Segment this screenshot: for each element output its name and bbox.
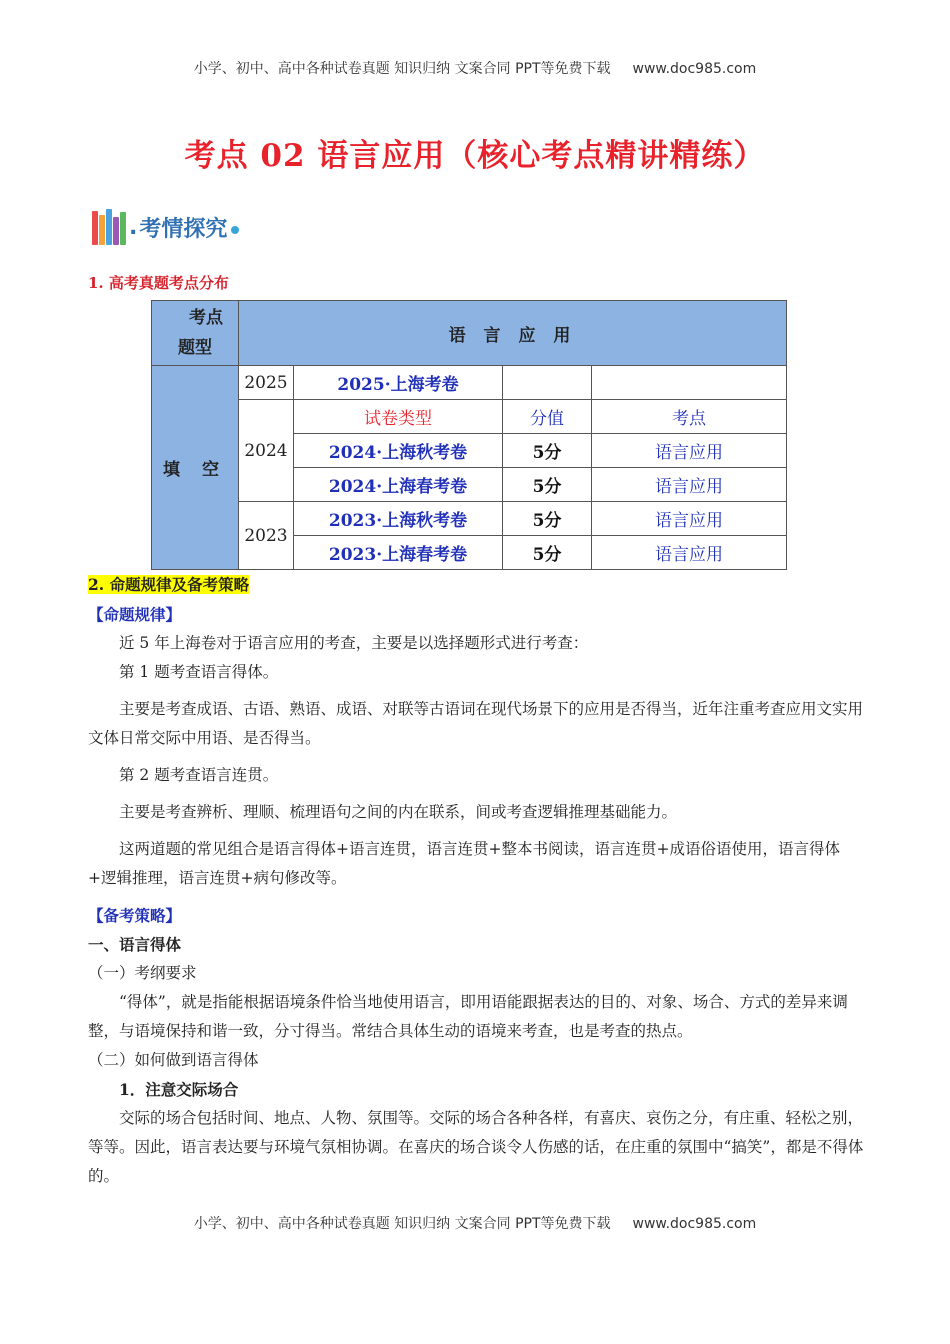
col-header-point: 考点 [592, 400, 787, 434]
score-cell: 5分 [503, 502, 592, 536]
paper-cell: 2023·上海秋考卷 [294, 502, 503, 536]
score-cell: 5分 [503, 434, 592, 468]
year-cell: 2025 [239, 366, 294, 400]
heading-1: 一、语言得体 [88, 935, 182, 954]
page-footer [0, 1213, 950, 1233]
point-cell [592, 366, 787, 400]
paper-cell: 2023·上海春考卷 [294, 536, 503, 570]
table-header-left: 考点 题型 [152, 301, 239, 366]
score-cell [503, 366, 592, 400]
paper-cell: 2025·上海考卷 [294, 366, 503, 400]
question-type-cell: 填 空 [152, 366, 239, 570]
footer-text: 小学、初中、高中各种试卷真题 知识归纳 文案合同 PPT等免费下载 [193, 1216, 611, 1232]
paragraph: 交际的场合包括时间、地点、人物、氛围等。交际的场合各种各样，有喜庆、哀伤之分，有庄重、轻松之别，等等。因此，语言表达要与环境气氛相协调。在喜庆的场合谈令人伤感的话，在庄重的氛围中“搞笑”，都是不得体的。 [88, 1109, 864, 1185]
dot-icon [231, 226, 239, 234]
paragraph: 主要是考查成语、古语、熟语、成语、对联等古语词在现代场景下的应用是否得当，近年注重考查应用文实用文体日常交际中用语、是否得当。 [88, 700, 864, 747]
subheading: （二）如何做到语言得体 [88, 1051, 259, 1069]
paragraph: “得体”，就是指能根据语境条件恰当地使用语言，即用语能跟据表达的目的、对象、场合、方式的差异来调整，与语境保持和谐一致，分寸得当。常结合具体生动的语境来考查，也是考查的热点。 [88, 993, 848, 1040]
subheading: （一）考纲要求 [88, 964, 197, 982]
point-cell: 语言应用 [592, 434, 787, 468]
section-heading-strategy: 2. 命题规律及备考策略 [88, 575, 250, 594]
table-row [152, 502, 787, 536]
paragraph: 第 1 题考查语言得体。 [119, 663, 279, 681]
page-title: 考点 02 语言应用（核心考点精讲精练） [184, 138, 766, 174]
books-icon [92, 209, 127, 245]
point-cell: 语言应用 [592, 536, 787, 570]
header-text: 小学、初中、高中各种试卷真题 知识归纳 文案合同 PPT等免费下载 [193, 61, 611, 77]
banner-label: 考情探究 [139, 216, 228, 242]
section-heading-distribution: 1. 高考真题考点分布 [88, 274, 229, 292]
prep-heading: 【备考策略】 [88, 906, 182, 925]
year-cell: 2023 [239, 502, 294, 570]
paper-cell: 2024·上海秋考卷 [294, 434, 503, 468]
col-header-score: 分值 [503, 400, 592, 434]
exam-distribution-table [151, 300, 787, 570]
table-header-right: 语 言 应 用 [239, 301, 787, 366]
paragraph: 这两道题的常见组合是语言得体+语言连贯，语言连贯+整本书阅读，语言连贯+成语俗语使用，语言得体+逻辑推理，语言连贯+病句修改等。 [88, 840, 840, 887]
section-banner: . 考情探究 [92, 205, 239, 249]
paragraph: 近 5 年上海卷对于语言应用的考查，主要是以选择题形式进行考查： [119, 634, 589, 652]
header-site-link[interactable]: www.doc985.com [632, 61, 757, 77]
page-header [0, 58, 950, 78]
paper-cell: 2024·上海春考卷 [294, 468, 503, 502]
score-cell: 5分 [503, 536, 592, 570]
rule-heading: 【命题规律】 [88, 605, 182, 624]
year-cell: 2024 [239, 400, 294, 502]
paragraph: 主要是考查辨析、理顺、梳理语句之间的内在联系，间或考查逻辑推理基础能力。 [119, 803, 678, 821]
col-header-paper: 试卷类型 [294, 400, 503, 434]
point-cell: 语言应用 [592, 502, 787, 536]
score-cell: 5分 [503, 468, 592, 502]
footer-site-link[interactable]: www.doc985.com [632, 1216, 757, 1232]
paragraph: 第 2 题考查语言连贯。 [119, 766, 279, 784]
point-cell: 语言应用 [592, 468, 787, 502]
body-content [88, 570, 866, 1191]
subheading-bold: 1．注意交际场合 [119, 1080, 239, 1099]
